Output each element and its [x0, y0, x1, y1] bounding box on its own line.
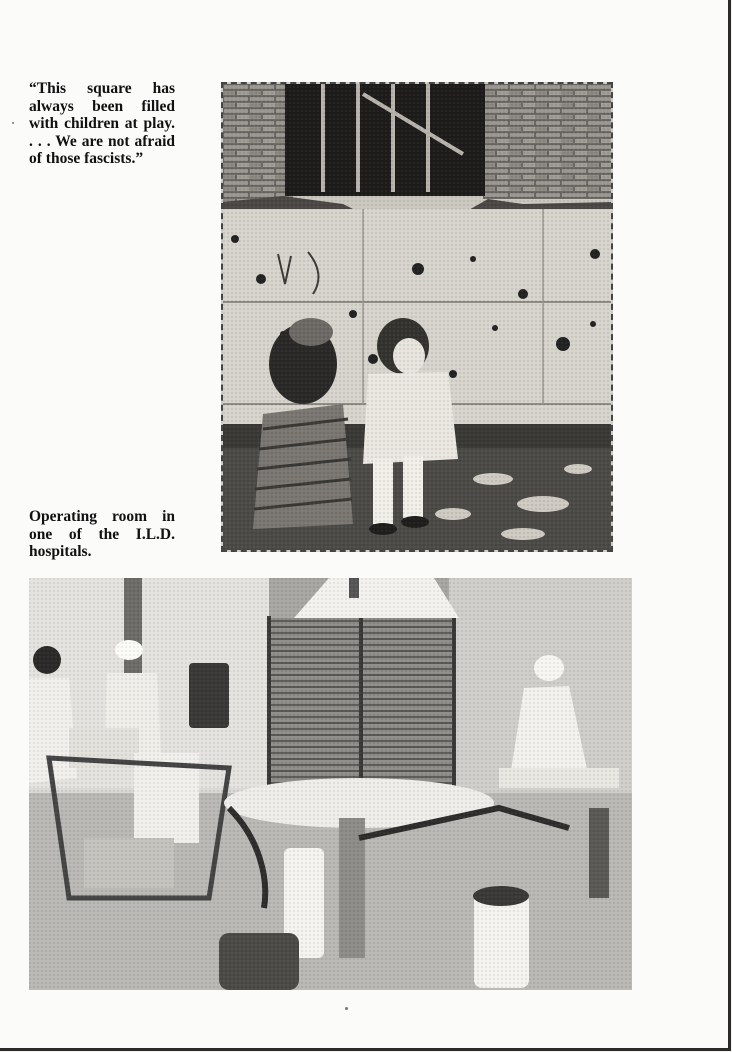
photo-operating — [29, 578, 632, 990]
caption-operating-room: Operating room in one of the I.L.D. hospitals. — [29, 508, 175, 560]
photo-children-by-bombed-wall-icon — [223, 84, 611, 550]
speck — [345, 1007, 348, 1010]
caption-children-quote: “This square has always been filled with children at play. . . . We are not afraid of those fascists.” — [29, 80, 175, 167]
photo-operating-room-icon — [29, 578, 632, 990]
photo-children — [221, 82, 613, 552]
speck — [12, 122, 14, 124]
